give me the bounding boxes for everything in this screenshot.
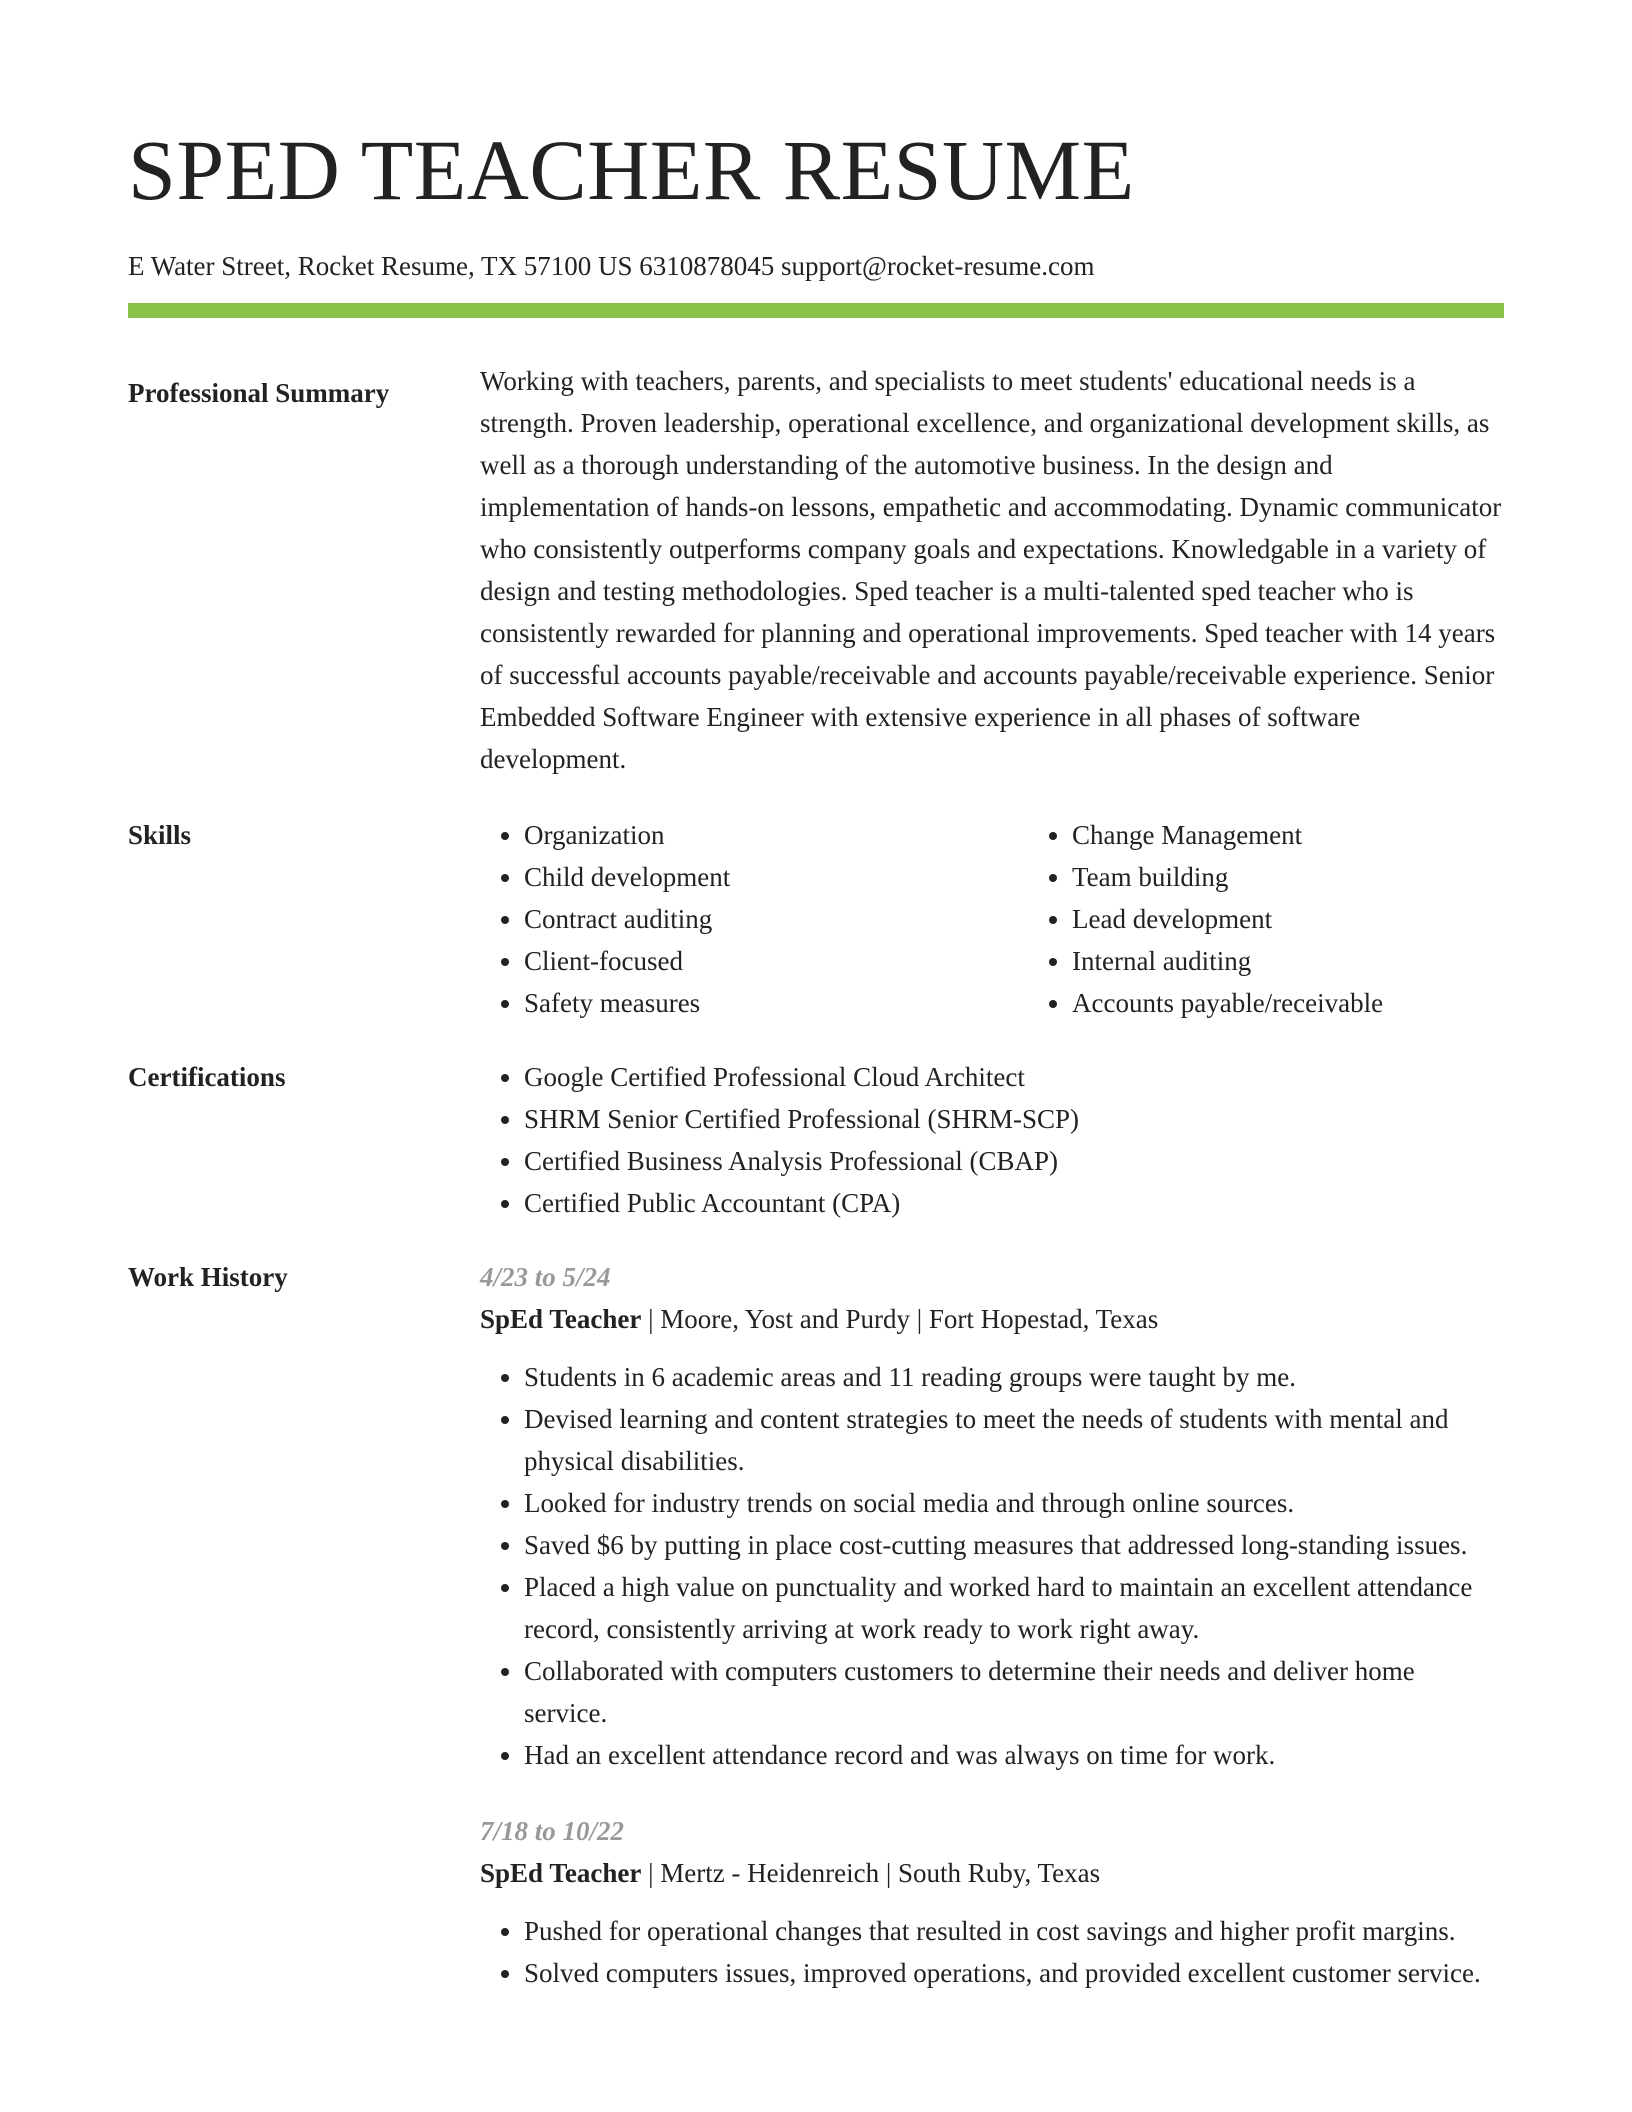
section-label-skills: Skills (128, 820, 192, 850)
job-bullet: • Looked for industry trends on social media and through online sources. (524, 1482, 1504, 1524)
skills-list-right (1028, 814, 1576, 1024)
summary-text: Working with teachers, parents, and specialists to meet students' educational needs is a strength. Proven leadership, operational excellence, and organizational development skills, as well as a thorough understanding of the automotive business. In the design and implementation of hands-on lessons, empathetic and accommodating. Dynamic communicator who consistently outperforms company goals and expectations. Knowledgable in a variety of design and testing methodologies. Sped teacher is a multi-talented sped teacher who is consistently rewarded for planning and operational improvements. Sped teacher with 14 years of successful accounts payable/receivable and accounts payable/receivable experience. Senior Embedded Software Engineer with extensive experience in all phases of software development. (480, 366, 1502, 774)
skills-list-left (480, 814, 1028, 1024)
job-title: SpEd Teacher (480, 1304, 642, 1334)
job-details: | Moore, Yost and Purdy | Fort Hopestad, Texas (641, 1304, 1159, 1334)
job-entry (480, 1810, 1504, 1994)
section-label-summary: Professional Summary (128, 378, 390, 408)
skill-item: • Organization (524, 814, 1028, 856)
skill-item: • Accounts payable/receivable (1072, 982, 1576, 1024)
job-date: 4/23 to 5/24 (480, 1262, 611, 1292)
job-details: | Mertz - Heidenreich | South Ruby, Texas (641, 1858, 1101, 1888)
certification-item: • SHRM Senior Certified Professional (SHRM-SCP) (524, 1098, 1504, 1140)
job-bullet: • Saved $6 by putting in place cost-cutting measures that addressed long-standing issues. (524, 1524, 1504, 1566)
resume-title: SPED TEACHER RESUME (128, 122, 1135, 218)
job-bullet-list (480, 1910, 1504, 1994)
skill-item: • Change Management (1072, 814, 1576, 856)
work-history-section (128, 1256, 1504, 2028)
job-bullet: • Pushed for operational changes that resulted in cost savings and higher profit margins. (524, 1910, 1504, 1952)
skill-item: • Internal auditing (1072, 940, 1576, 982)
section-label-work: Work History (128, 1262, 288, 1292)
job-heading (480, 1852, 1504, 1894)
certifications-body (480, 1056, 1504, 1224)
skill-item: • Child development (524, 856, 1028, 898)
job-bullet: • Had an excellent attendance record and was always on time for work. (524, 1734, 1504, 1776)
job-bullet-list (480, 1356, 1504, 1776)
skill-item: • Lead development (1072, 898, 1576, 940)
work-history-body (480, 1256, 1504, 2028)
skills-grid (480, 814, 1576, 1024)
summary-body (480, 366, 1504, 780)
job-bullet: • Placed a high value on punctuality and worked hard to maintain an excellent attendance record, consistently arriving at work ready to work right away. (524, 1566, 1504, 1650)
certifications-section (128, 1056, 1504, 1224)
certification-item: • Google Certified Professional Cloud Architect (524, 1056, 1504, 1098)
job-bullet: • Collaborated with computers customers to determine their needs and deliver home service. (524, 1650, 1504, 1734)
certification-item: • Certified Public Accountant (CPA) (524, 1182, 1504, 1224)
summary-section (128, 366, 1504, 780)
resume-page (128, 0, 1504, 2028)
job-heading (480, 1298, 1504, 1340)
certification-item: • Certified Business Analysis Professional (CBAP) (524, 1140, 1504, 1182)
skills-section (128, 814, 1504, 1024)
job-title: SpEd Teacher (480, 1858, 642, 1888)
skill-item: • Contract auditing (524, 898, 1028, 940)
job-bullet: • Solved computers issues, improved operations, and provided excellent customer service. (524, 1952, 1504, 1994)
section-label-certifications: Certifications (128, 1062, 286, 1092)
job-entry (480, 1256, 1504, 1776)
certifications-list (480, 1056, 1504, 1224)
skill-item: • Team building (1072, 856, 1576, 898)
skill-item: • Client-focused (524, 940, 1028, 982)
skills-body (480, 814, 1576, 1024)
job-bullet: • Students in 6 academic areas and 11 reading groups were taught by me. (524, 1356, 1504, 1398)
job-bullet: • Devised learning and content strategies to meet the needs of students with mental and physical disabilities. (524, 1398, 1504, 1482)
job-date: 7/18 to 10/22 (480, 1816, 625, 1846)
accent-divider (128, 303, 1504, 318)
contact-info: E Water Street, Rocket Resume, TX 57100 US 6310878045 support@rocket-resume.com (128, 251, 1095, 281)
skill-item: • Safety measures (524, 982, 1028, 1024)
